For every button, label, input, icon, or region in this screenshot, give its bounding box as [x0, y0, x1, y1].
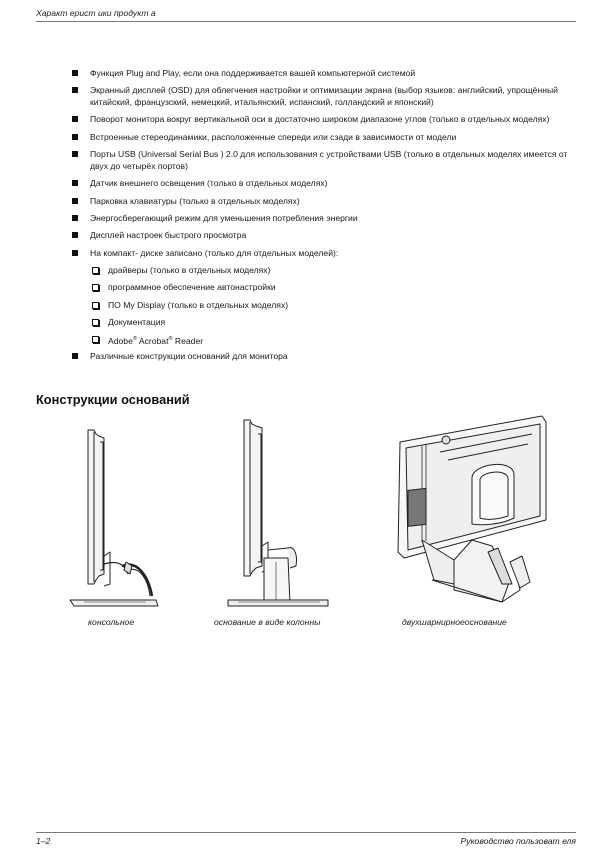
feature-item-cd [72, 248, 580, 347]
feature-text: На компакт- диске записано (только для отдельных моделей): [90, 247, 339, 258]
footer-divider [36, 832, 576, 833]
reader-text: Reader [174, 335, 204, 346]
acrobat-text: Acrobat [138, 335, 169, 346]
bullet-square-icon [72, 353, 78, 359]
cd-item-text: Документация [108, 316, 166, 327]
cd-item [90, 317, 580, 328]
feature-text: Встроенные стереодинамики, расположенные спереди или сзади в зависимости от модели [90, 131, 457, 142]
bullet-square-icon [72, 87, 78, 93]
bullet-square-icon [72, 134, 78, 140]
feature-text: Энергосберегающий режим для уменьшения потребления энергии [90, 212, 358, 223]
cd-item [90, 300, 580, 311]
feature-item [72, 85, 580, 108]
cd-item [90, 265, 580, 276]
feature-text: Датчик внешнего освещения (только в отдельных моделях) [90, 178, 328, 189]
feature-item [72, 230, 580, 241]
feature-text: Функция Plug and Play, если она поддерживается вашей компьютерной системой [90, 68, 416, 78]
feature-item [72, 351, 580, 362]
checkbox-bullet-icon [92, 302, 99, 309]
feature-text: Дисплей настроек быстрого просмотра [90, 230, 247, 241]
feature-item [72, 196, 580, 207]
cd-item-text: драйверы (только в отдельных моделях) [108, 265, 271, 276]
caption-cantilever: консольное [88, 617, 135, 627]
feature-text: Экранный дисплей (OSD) для облегчения настройки и оптимизации экрана (выбор языков: английский, упрощённый китайский, французский, немецкий, итальянский, испанский, голландский и японский) [90, 85, 558, 107]
bullet-square-icon [72, 70, 78, 76]
bullet-square-icon [72, 180, 78, 186]
cd-item [90, 282, 580, 293]
header-divider [36, 21, 576, 22]
checkbox-bullet-icon [92, 267, 99, 274]
caption-column: основание в виде колонны [214, 617, 321, 627]
feature-text: Различные конструкции оснований для монитора [90, 351, 288, 362]
checkbox-bullet-icon [92, 319, 99, 326]
features-list [72, 68, 580, 369]
feature-item [72, 149, 580, 172]
header-title: Характ ерист ики продукт а [36, 8, 156, 18]
cd-contents-list [90, 265, 580, 347]
cd-item-adobe [90, 334, 580, 347]
feature-text: Порты USB (Universal Serial Bus ) 2.0 для использования с устройствами USB (только в отдельных моделях имеется от двух до четырёх портов) [90, 149, 568, 171]
checkbox-bullet-icon [92, 284, 99, 291]
feature-item [72, 114, 580, 125]
column-stand-illustration [224, 416, 344, 612]
bullet-square-icon [72, 215, 78, 221]
page-number: 1–2 [36, 836, 51, 846]
feature-item [72, 132, 580, 143]
feature-item [72, 68, 580, 79]
bullet-square-icon [72, 250, 78, 256]
section-title: Конструкции оснований [36, 392, 190, 407]
bullet-square-icon [72, 116, 78, 122]
bullet-square-icon [72, 198, 78, 204]
feature-text: Поворот монитора вокруг вертикальной оси в достаточно широком диапазоне углов (только в отдельных моделях) [90, 114, 550, 125]
registered-mark: ® [168, 336, 173, 342]
adobe-text: Adobe [108, 335, 133, 346]
registered-mark: ® [132, 336, 137, 342]
bullet-square-icon [72, 151, 78, 157]
feature-item [72, 178, 580, 189]
checkbox-bullet-icon [92, 336, 99, 343]
feature-text: Парковка клавиатуры (только в отдельных моделях) [90, 195, 300, 206]
cd-item-text: ПО My Display (только в отдельных моделях) [108, 299, 289, 310]
manual-title: Руководство пользоват еля [460, 836, 576, 846]
feature-item [72, 213, 580, 224]
dual-hinge-stand-illustration [392, 412, 552, 612]
cantilever-stand-illustration [66, 424, 176, 616]
cd-item-text: программное обеспечение автонастройки [108, 282, 276, 293]
caption-dual-hinge: двухшарнирноеоснование [402, 617, 507, 627]
bullet-square-icon [72, 232, 78, 238]
